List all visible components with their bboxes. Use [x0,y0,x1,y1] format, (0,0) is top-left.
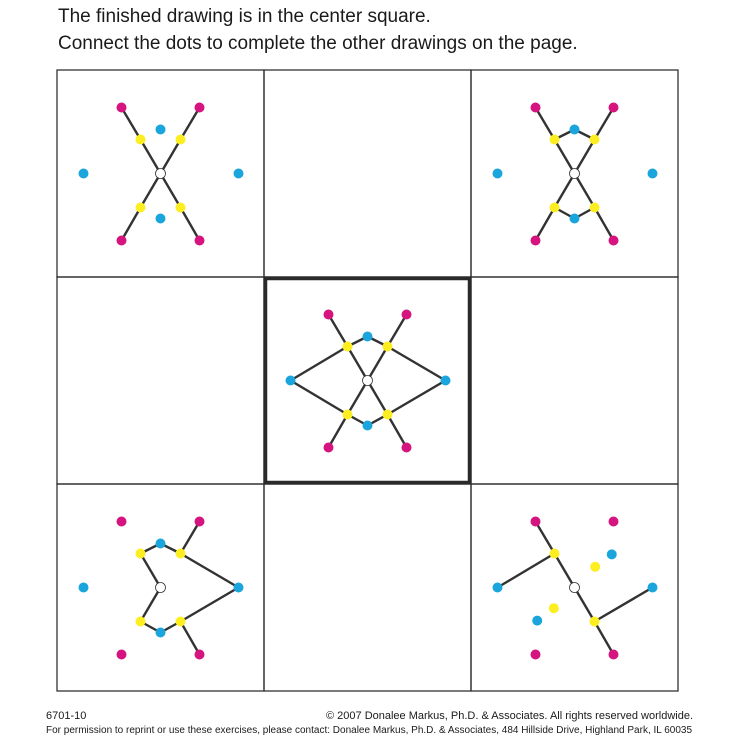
white-dot [156,169,166,179]
cyan-dot [493,169,503,179]
cyan-dot [648,583,658,593]
cyan-dot [570,214,580,224]
magenta-dot [117,650,127,660]
yellow-dot [343,342,353,352]
cyan-dot [79,583,89,593]
connecting-line [329,315,348,347]
yellow-dot [136,135,146,145]
connecting-line [595,108,614,140]
copyright-notice: © 2007 Donalee Markus, Ph.D. & Associates. All rights reserved worldwide. [326,710,693,722]
cell-center-finished [266,279,470,483]
yellow-dot [176,617,186,627]
connecting-line [536,208,555,241]
connecting-line [329,415,348,448]
cyan-dot [363,332,373,342]
cell-top-right [493,103,658,246]
white-dot [570,583,580,593]
magenta-dot [609,517,619,527]
magenta-dot [609,650,619,660]
magenta-dot [531,517,541,527]
magenta-dot [324,310,334,320]
cyan-dot [156,628,166,638]
yellow-dot [383,410,393,420]
connecting-line [536,522,555,554]
white-dot [570,169,580,179]
connecting-line [141,554,161,588]
cell-top-left [79,103,244,246]
connecting-line [595,588,653,622]
connecting-line [161,140,181,174]
connecting-line [575,588,595,622]
yellow-dot [176,135,186,145]
yellow-dot [383,342,393,352]
yellow-dot [136,549,146,559]
connecting-line [388,347,446,381]
grid-cell-border [264,484,471,691]
connecting-line [555,174,575,208]
connecting-line [498,554,555,588]
connecting-line [181,622,200,655]
cyan-dot [79,169,89,179]
connecting-line [388,415,407,448]
connecting-line [595,622,614,655]
connecting-line [555,140,575,174]
connecting-line [141,588,161,622]
cell-bottom-left [79,517,244,660]
magenta-dot [324,443,334,453]
connecting-line [555,554,575,588]
magenta-dot [531,103,541,113]
cyan-dot [156,539,166,549]
magenta-dot [117,517,127,527]
connecting-line [141,174,161,208]
connecting-line [181,588,239,622]
grid-cell-border [264,70,471,277]
connecting-line [291,381,348,415]
yellow-dot [176,549,186,559]
magenta-dot [195,103,205,113]
connecting-line [595,208,614,241]
connecting-line [368,347,388,381]
cyan-dot [532,616,542,626]
cyan-dot [156,214,166,224]
yellow-dot [136,617,146,627]
cyan-dot [234,583,244,593]
yellow-dot [343,410,353,420]
magenta-dot [531,236,541,246]
connecting-line [575,140,595,174]
cyan-dot [156,125,166,135]
magenta-dot [402,443,412,453]
connecting-line [388,381,446,415]
grid-cell-border [471,277,678,484]
magenta-dot [402,310,412,320]
yellow-dot [550,135,560,145]
yellow-dot [550,203,560,213]
connecting-line [181,522,200,554]
connecting-line [122,108,141,140]
magenta-dot [609,103,619,113]
connecting-line [161,174,181,208]
connecting-line [181,108,200,140]
cyan-dot [441,376,451,386]
magenta-dot [195,517,205,527]
cell-bottom-right [493,517,658,660]
connecting-line [141,140,161,174]
connecting-line [291,347,348,381]
magenta-dot [531,650,541,660]
cyan-dot [570,125,580,135]
magenta-dot [117,103,127,113]
connecting-line [181,208,200,241]
connecting-line [536,108,555,140]
grid-cell-border [57,277,264,484]
yellow-dot [590,203,600,213]
permission-notice: For permission to reprint or use these exercises, please contact: Donalee Markus, Ph.D. & Associates, 484 Hillside Drive, Highland Park, IL 60035 [46,725,693,736]
magenta-dot [195,236,205,246]
connecting-line [388,315,407,347]
connecting-line [348,381,368,415]
exercise-code: 6701-10 [46,710,87,722]
white-dot [156,583,166,593]
yellow-dot [176,203,186,213]
instruction-line-1: The finished drawing is in the center square. [58,6,431,27]
connecting-line [122,208,141,241]
yellow-dot [136,203,146,213]
yellow-dot [590,562,600,572]
yellow-dot [590,617,600,627]
cyan-dot [363,421,373,431]
yellow-dot [549,603,559,613]
instruction-line-2: Connect the dots to complete the other drawings on the page. [58,33,578,54]
yellow-dot [590,135,600,145]
yellow-dot [550,549,560,559]
cyan-dot [493,583,503,593]
cyan-dot [607,549,617,559]
connecting-line [181,554,239,588]
cyan-dot [648,169,658,179]
connecting-line [348,347,368,381]
connecting-line [575,174,595,208]
white-dot [363,376,373,386]
connecting-line [368,381,388,415]
cyan-dot [234,169,244,179]
magenta-dot [195,650,205,660]
magenta-dot [117,236,127,246]
cyan-dot [286,376,296,386]
magenta-dot [609,236,619,246]
